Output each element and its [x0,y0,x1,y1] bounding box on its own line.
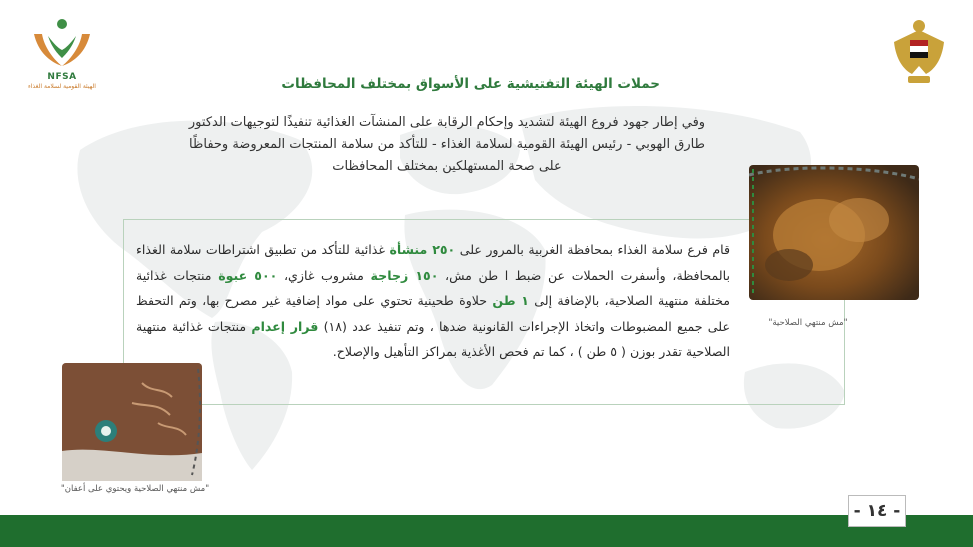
highlight-ton: ١ طن [492,293,529,308]
moldy-cheese-photo [62,363,202,481]
body-text: منتجات غذائية مختلفة منتهية الصلاحية، بالإضافة إلى [136,267,730,308]
right-photo-caption: "مش منتهي الصلاحية" [768,318,848,328]
intro-line: على صحة المستهلكين بمختلف المحافظات [332,159,562,174]
left-photo-caption: "مش منتهي الصلاحية ويحتوي على أعفان" [60,484,210,494]
body-text: منتجات غذائية منتهية الصلاحية تقدر بوزن ( ٥ طن ) ، كما تم فحص الأغذية بمراكز التأهيل والإصلاح. [136,318,730,359]
nfsa-emblem-icon [22,14,102,70]
nfsa-logo [22,14,102,96]
highlight-packages: ٥٠٠ عبوة [218,267,278,283]
highlight-destruction-order: قرار إعدام [251,318,319,334]
body-text: مشروب غازي، [277,267,371,283]
expired-cheese-photo [749,165,919,300]
body-paragraph [136,237,730,365]
intro-paragraph [130,112,764,178]
logo-subtitle: الهيئة القومية لسلامة الغذاء [28,83,96,90]
page-title: حملات الهيئة التفتيشية على الأسواق بمختلف المحافظات [281,76,660,92]
highlight-bottles: ١٥٠ زجاجة [370,267,439,283]
intro-line: طارق الهوبي - رئيس الهيئة القومية لسلامة الغذاء - للتأكد من سلامة المنتجات المعروضة وحفاظًا [189,137,705,152]
eagle-emblem-icon [888,16,950,92]
body-text: غذائية للتأكد من تطبيق اشتراطات سلامة الغذاء بالمحافظة، وأسفرت الحملات عن ضبط ا طن مش، [136,242,730,283]
page-number: - ١٤ - [848,495,906,527]
body-text: قام فرع سلامة الغذاء بمحافظة الغربية بالمرور على [455,242,730,257]
body-text: حلاوة طحينية تحتوي على مواد إضافية غير مصرح بها، وتم التحفظ على جميع المضبوطات واتخاذ الإجراءات القانونية ضدها ، وتم تنفيذ عدد (١٨) [136,293,730,334]
logo-abbreviation: NFSA [47,72,77,82]
highlight-establishments: ٢٥٠ منشأة [389,242,456,257]
intro-line: وفي إطار جهود فروع الهيئة لتشديد وإحكام الرقابة على المنشآت الغذائية تنفيذًا لتوجيهات الدكتور [188,115,706,130]
footer-bar [0,515,973,547]
